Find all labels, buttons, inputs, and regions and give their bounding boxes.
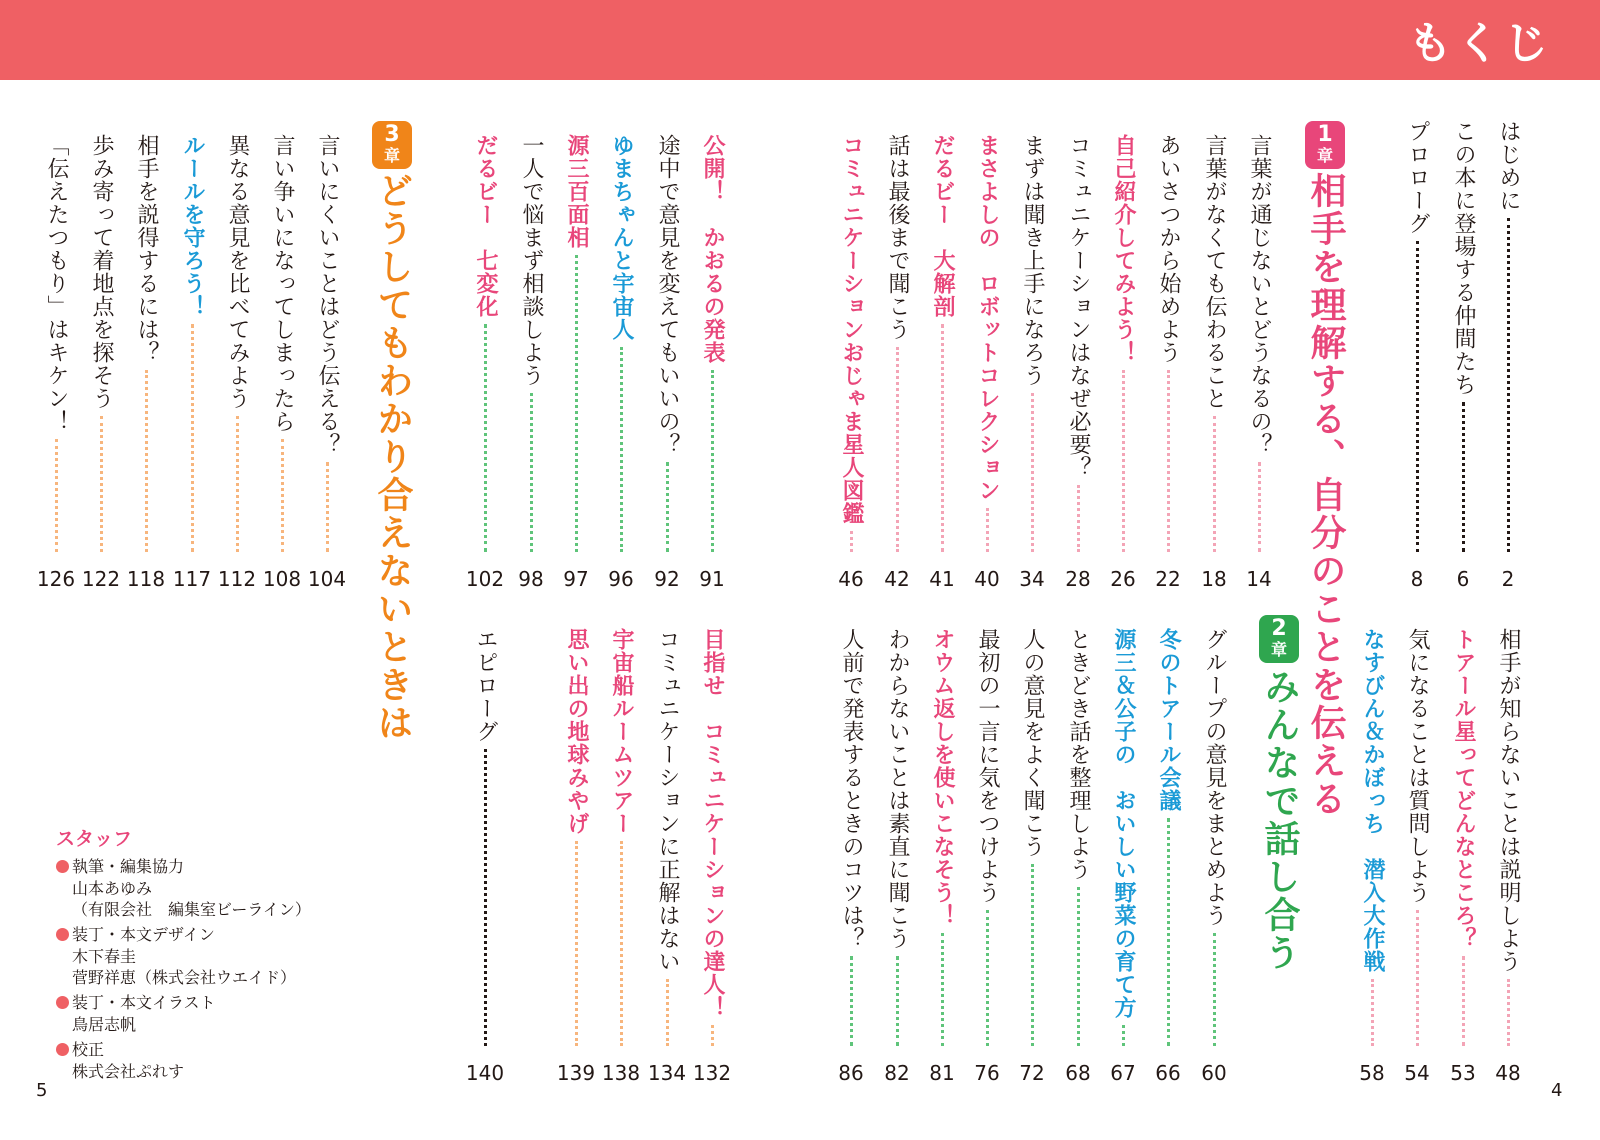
toc-title: 人の意見をよく聞こう — [1020, 628, 1045, 858]
toc-title: 冬のトアール会議 — [1156, 628, 1181, 812]
scallop — [1000, 66, 1040, 80]
toc-page: 102 — [465, 567, 505, 591]
toc-page: 2 — [1501, 567, 1515, 591]
toc-page: 117 — [172, 567, 212, 591]
scallop — [800, 66, 840, 80]
dot-leader — [1462, 402, 1465, 552]
scallop — [720, 66, 760, 80]
scallop — [200, 66, 240, 80]
toc-title: 歩み寄って着地点を探そう — [89, 134, 114, 410]
dot-leader — [1122, 1025, 1125, 1046]
dot-leader — [666, 462, 669, 552]
scallop — [480, 66, 520, 80]
scallop — [400, 66, 440, 80]
scallop — [1080, 66, 1120, 80]
dot-leader — [1077, 485, 1080, 552]
scallop — [1280, 66, 1320, 80]
dot-leader — [281, 439, 284, 552]
toc-title: 公開！ かおるの発表 — [700, 134, 725, 364]
dot-leader — [1167, 370, 1170, 552]
staff-heading: スタッフ — [56, 828, 133, 850]
page-number-right: 4 — [1551, 1080, 1563, 1101]
dot-leader — [896, 956, 899, 1046]
dot-leader — [1462, 956, 1465, 1046]
toc-title: 異なる意見を比べてみよう — [225, 134, 250, 410]
toc-title: 言い争いになってしまったら — [270, 134, 295, 433]
toc-title: 相手が知らないことは説明しよう — [1496, 628, 1521, 973]
dot-leader — [986, 508, 989, 552]
toc-page: 14 — [1246, 567, 1272, 591]
toc-page: 76 — [974, 1061, 1000, 1085]
toc-title: 話は最後まで聞こう — [885, 134, 910, 341]
toc-title: コミュニケーションはなぜ必要？ — [1066, 134, 1091, 479]
dot-leader — [484, 324, 487, 552]
toc-page: 48 — [1495, 1061, 1521, 1085]
toc-title: プロローグ — [1405, 120, 1430, 235]
chapter-3-badge — [372, 121, 412, 169]
toc-title: エピローグ — [473, 628, 498, 743]
scallop — [520, 66, 560, 80]
scallop — [440, 66, 480, 80]
toc-page: 18 — [1201, 567, 1227, 591]
scallop — [280, 66, 320, 80]
toc-page: 67 — [1110, 1061, 1136, 1085]
staff-name: 株式会社ぷれす — [72, 1062, 185, 1081]
toc-page: 41 — [929, 567, 955, 591]
staff-name: 山本あゆみ — [72, 879, 153, 898]
scallop — [1320, 66, 1360, 80]
toc-page: 54 — [1404, 1061, 1430, 1085]
toc-title: 人前で発表するときのコツは？ — [839, 628, 864, 950]
toc-title: あいさつから始めよう — [1156, 134, 1181, 364]
toc-title: ルールを守ろう！ — [180, 134, 205, 318]
toc-page: 26 — [1110, 567, 1136, 591]
staff-credits — [56, 826, 346, 1082]
staff-role: 装丁・本文デザイン — [56, 924, 346, 946]
chapter-3-title-text: どうしてもわかり合えないときは — [372, 172, 413, 742]
toc-title: まずは聞き上手になろう — [1020, 134, 1045, 387]
toc-page: 22 — [1155, 567, 1181, 591]
staff-name: 木下春圭 — [72, 947, 137, 966]
chapter-2-title-text: みんなで話し合う — [1259, 668, 1300, 972]
scallop — [600, 66, 640, 80]
chapter-3-label: 章 — [383, 146, 400, 165]
dot-leader — [100, 416, 103, 552]
staff-name: （有限会社 編集室ビーライン） — [72, 900, 311, 919]
chapter-2-badge — [1259, 615, 1299, 663]
toc-title: 言葉が通じないとどうなるの？ — [1247, 134, 1272, 456]
toc-title: なすびん＆かぼっち 潜入大作戦 — [1360, 628, 1385, 973]
scallop-border — [0, 66, 1600, 90]
staff-role: 執筆・編集協力 — [56, 856, 346, 878]
scallop — [1360, 66, 1400, 80]
dot-leader — [1416, 241, 1419, 552]
toc-title: 「伝えたつもり」はキケン！ — [44, 134, 69, 433]
toc-title: ときどき話を整理しよう — [1066, 628, 1091, 881]
toc-page: 28 — [1065, 567, 1091, 591]
toc-page: 134 — [647, 1061, 687, 1085]
toc-page: 91 — [699, 567, 725, 591]
scallop — [1120, 66, 1160, 80]
toc-title: この本に登場する仲間たち — [1451, 120, 1476, 396]
toc-page: 81 — [929, 1061, 955, 1085]
toc-title: まさよしの ロボットコレクション — [975, 134, 1000, 502]
staff-group — [56, 992, 346, 1035]
toc-title: 源三＆公子の おいしい野菜の育て方 — [1111, 628, 1136, 1019]
scallop — [1040, 66, 1080, 80]
toc-page: 96 — [608, 567, 634, 591]
dot-leader — [1371, 979, 1374, 1046]
toc-title: 最初の一言に気をつけよう — [975, 628, 1000, 904]
dot-leader — [850, 956, 853, 1046]
dot-leader — [575, 255, 578, 552]
dot-leader — [1507, 218, 1510, 552]
toc-title: 目指せ コミュニケーションの達人！ — [700, 628, 725, 1019]
toc-page: 86 — [838, 1061, 864, 1085]
dot-leader — [1507, 979, 1510, 1046]
dot-leader — [1213, 933, 1216, 1046]
toc-title: オウム返しを使いこなそう！ — [930, 628, 955, 927]
scallop — [1560, 66, 1600, 80]
scallop — [40, 66, 80, 80]
scallop — [640, 66, 680, 80]
dot-leader — [620, 347, 623, 552]
dot-leader — [1122, 370, 1125, 552]
scallop — [360, 66, 400, 80]
staff-group — [56, 1039, 346, 1082]
toc-page: 66 — [1155, 1061, 1181, 1085]
staff-group — [56, 924, 346, 988]
toc-title: だるビー 七変化 — [473, 134, 498, 318]
toc-page: 72 — [1019, 1061, 1045, 1085]
dot-leader — [236, 416, 239, 552]
dot-leader — [986, 910, 989, 1046]
toc-title: 源三百面相 — [564, 134, 589, 249]
toc-title: トアール星ってどんなところ？ — [1451, 628, 1476, 950]
toc-page: 53 — [1450, 1061, 1476, 1085]
staff-name: 菅野祥恵（株式会社ウエイド） — [72, 968, 297, 987]
dot-leader — [1258, 462, 1261, 552]
dot-leader — [484, 749, 487, 1046]
toc-page: 132 — [692, 1061, 732, 1085]
toc-page: 104 — [307, 567, 347, 591]
dot-leader — [191, 324, 194, 552]
toc-title: わからないことは素直に聞こう — [885, 628, 910, 950]
dot-leader — [941, 933, 944, 1046]
dot-leader — [1416, 910, 1419, 1046]
toc-page: 82 — [884, 1061, 910, 1085]
chapter-3-number: 3 — [384, 122, 400, 147]
scallop — [760, 66, 800, 80]
toc-page: 60 — [1201, 1061, 1227, 1085]
toc-title: 思い出の地球みやげ — [564, 628, 589, 835]
dot-leader — [666, 979, 669, 1046]
toc-page: 108 — [262, 567, 302, 591]
dot-leader — [530, 393, 533, 552]
scallop — [840, 66, 880, 80]
toc-page: 112 — [217, 567, 257, 591]
toc-title: ゆまちゃんと宇宙人 — [609, 134, 634, 341]
dot-leader — [941, 324, 944, 552]
scallop — [320, 66, 360, 80]
toc-page: 40 — [974, 567, 1000, 591]
toc-page: 126 — [36, 567, 76, 591]
toc-page: 92 — [654, 567, 680, 591]
dot-leader — [326, 462, 329, 552]
dot-leader — [711, 370, 714, 552]
scallop — [960, 66, 1000, 80]
toc-title: 言葉がなくても伝わること — [1202, 134, 1227, 410]
dot-leader — [896, 347, 899, 552]
toc-page: 138 — [601, 1061, 641, 1085]
staff-role: 装丁・本文イラスト — [56, 992, 346, 1014]
staff-name: 鳥居志帆 — [72, 1015, 137, 1034]
chapter-1-badge — [1305, 121, 1345, 169]
toc-title: グループの意見をまとめよう — [1202, 628, 1227, 927]
toc-page: 58 — [1359, 1061, 1385, 1085]
toc-title: だるビー 大解剖 — [930, 134, 955, 318]
dot-leader — [55, 439, 58, 552]
scallop — [160, 66, 200, 80]
toc-title: 気になることは質問しよう — [1405, 628, 1430, 904]
chapter-1-label: 章 — [1316, 146, 1333, 165]
toc-title: 言いにくいことはどう伝える？ — [315, 134, 340, 456]
scallop — [1160, 66, 1200, 80]
dot-leader — [1031, 864, 1034, 1046]
toc-title: 一人で悩まず相談しよう — [519, 134, 544, 387]
scallop — [880, 66, 920, 80]
scallop — [560, 66, 600, 80]
toc-title: コミュニケーションおじゃま星人図鑑 — [839, 134, 864, 525]
scallop — [80, 66, 120, 80]
scallop — [240, 66, 280, 80]
toc-page: 139 — [556, 1061, 596, 1085]
toc-page: 6 — [1456, 567, 1470, 591]
page-title: もくじ — [1408, 18, 1552, 69]
toc-title: はじめに — [1496, 120, 1521, 212]
dot-leader — [1031, 393, 1034, 552]
toc-page: 68 — [1065, 1061, 1091, 1085]
dot-leader — [1213, 416, 1216, 552]
toc-page: 140 — [465, 1061, 505, 1085]
toc-title: 途中で意見を変えてもいいの？ — [655, 134, 680, 456]
dot-leader — [575, 841, 578, 1046]
dot-leader — [850, 531, 853, 552]
scallop — [120, 66, 160, 80]
scallop — [1240, 66, 1280, 80]
chapter-1-title-text: 相手を理解する、自分のことを伝える — [1305, 172, 1346, 818]
toc-page: 122 — [81, 567, 121, 591]
toc-title: 自己紹介してみよう！ — [1111, 134, 1136, 364]
dot-leader — [1077, 887, 1080, 1046]
toc-page: 118 — [126, 567, 166, 591]
scallop — [920, 66, 960, 80]
dot-leader — [620, 841, 623, 1046]
chapter-1-number: 1 — [1317, 122, 1333, 147]
toc-title: コミュニケーションに正解はない — [655, 628, 680, 973]
staff-group — [56, 856, 346, 920]
page-number-left: 5 — [36, 1080, 48, 1101]
chapter-2-number: 2 — [1271, 616, 1287, 641]
toc-title: 相手を説得するには？ — [134, 134, 159, 364]
dot-leader — [145, 370, 148, 552]
toc-page: 46 — [838, 567, 864, 591]
scallop — [0, 66, 40, 80]
toc-page: 34 — [1019, 567, 1045, 591]
chapter-2-label: 章 — [1270, 640, 1287, 659]
dot-leader — [711, 1025, 714, 1046]
toc-page: 42 — [884, 567, 910, 591]
staff-role: 校正 — [56, 1039, 346, 1061]
toc-title: 宇宙船ルームツアー — [609, 628, 634, 835]
scallop — [1200, 66, 1240, 80]
toc-page: 97 — [563, 567, 589, 591]
dot-leader — [1167, 818, 1170, 1046]
toc-page: 98 — [518, 567, 544, 591]
scallop — [680, 66, 720, 80]
toc-page: 8 — [1410, 567, 1424, 591]
